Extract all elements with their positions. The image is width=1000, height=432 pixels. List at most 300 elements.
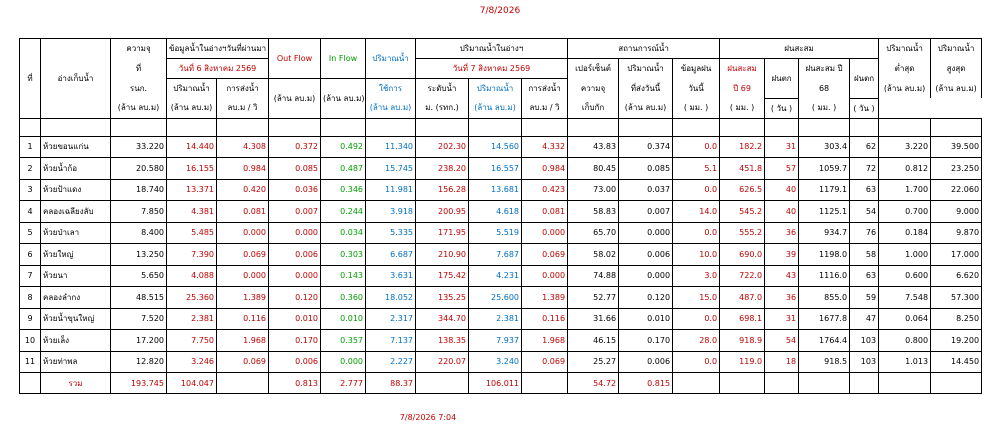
row-cur-rel: 0.423 [522,179,568,201]
row-rain: 14.0 [673,201,720,223]
row-prev-rel: 0.984 [217,158,269,180]
row-usable: 11.340 [366,136,416,158]
row-name: ห้วยน้ำก้อ [41,158,111,180]
row-rain: 10.0 [673,244,720,266]
header-days69: ฝนตก [765,59,799,99]
row-max: 39.500 [931,136,982,158]
row-inflow: 0.034 [321,222,366,244]
row-days68: 72 [850,158,879,180]
header-rain-2: วันนี้ [673,79,720,99]
table-row [20,351,982,373]
row-level: 200.95 [416,201,469,223]
header-pct-3: เก็บกัก [568,98,619,118]
row-days69: 57 [765,158,799,180]
row-prev-vol: 4.088 [167,265,217,287]
row-days69: 39 [765,244,799,266]
row-days68: 76 [850,222,879,244]
header-pct: เปอร์เซ็นต์ [568,59,619,79]
row-cur-vol: 25.600 [469,287,522,309]
row-prev-rel: 1.968 [217,330,269,352]
row-acc68: 1179.1 [799,179,850,201]
row-pct: 52.77 [568,287,619,309]
row-max: 9.000 [931,201,982,223]
row-acc69: 698.1 [720,308,765,330]
header-cur-vol-2: (ล้าน ลบ.ม) [469,98,522,118]
row-prev-vol: 7.750 [167,330,217,352]
row-level: 138.35 [416,330,469,352]
row-min: 7.548 [879,287,931,309]
row-sent: 0.170 [619,330,673,352]
row-name: ห้วยขอนแก่น [41,136,111,158]
row-name: ห้วยน้ำขุนใหญ่ [41,308,111,330]
row-usable: 18.052 [366,287,416,309]
row-inflow: 0.492 [321,136,366,158]
row-outflow: 0.120 [269,287,321,309]
row-min: 0.700 [879,201,931,223]
row-sent: 0.000 [619,222,673,244]
row-rain: 0.0 [673,351,720,373]
header-min-2: ต่ำสุด [879,59,931,79]
row-rain: 0.0 [673,179,720,201]
row-days68: 63 [850,265,879,287]
row-level: 202.30 [416,136,469,158]
header-usable-3: (ล้าน ลบ.ม) [366,98,416,118]
row-usable: 7.137 [366,330,416,352]
row-cur-rel: 0.984 [522,158,568,180]
table-body [20,136,982,373]
row-level: 135.25 [416,287,469,309]
row-no: 8 [20,287,41,309]
row-max: 19.200 [931,330,982,352]
row-prev-vol: 3.246 [167,351,217,373]
row-outflow: 0.010 [269,308,321,330]
row-name: ห้วยนา [41,265,111,287]
row-outflow: 0.000 [269,265,321,287]
row-days68: 58 [850,244,879,266]
row-cur-rel: 0.081 [522,201,568,223]
row-outflow: 0.085 [269,158,321,180]
row-inflow: 0.143 [321,265,366,287]
row-no: 1 [20,136,41,158]
row-sent: 0.010 [619,308,673,330]
row-acc69: 487.0 [720,287,765,309]
row-inflow: 0.303 [321,244,366,266]
row-usable: 6.687 [366,244,416,266]
header-cur-level: ระดับน้ำ [416,79,469,99]
header-acc68-2: 68 [799,79,850,99]
row-no: 4 [20,201,41,223]
row-no: 10 [20,330,41,352]
row-rain: 3.0 [673,265,720,287]
row-sent: 0.006 [619,351,673,373]
row-cur-vol: 4.618 [469,201,522,223]
header-usable-2: ใช้การ [366,79,416,99]
row-cur-rel: 4.332 [522,136,568,158]
header-cur-vol: ปริมาณน้ำ [469,79,522,99]
header-min-3: (ล้าน ลบ.ม) [879,79,931,99]
header-prev-vol-2: (ล้าน ลบ.ม) [167,98,217,118]
header-cur-rel-2: ลบ.ม / วิ [522,98,568,118]
row-sent: 0.120 [619,287,673,309]
row-inflow: 0.244 [321,201,366,223]
header-prev-date: วันที่ 6 สิงหาคม 2569 [167,59,269,79]
row-rain: 0.0 [673,222,720,244]
row-usable: 15.745 [366,158,416,180]
row-days68: 62 [850,136,879,158]
row-outflow: 0.170 [269,330,321,352]
header-max-2: สูงสุด [931,59,982,79]
row-outflow: 0.000 [269,222,321,244]
row-sent: 0.000 [619,265,673,287]
row-acc68: 918.5 [799,351,850,373]
row-pct: 58.02 [568,244,619,266]
report-date: 7/8/2026 [479,6,521,16]
row-prev-rel: 0.081 [217,201,269,223]
row-acc68: 1198.0 [799,244,850,266]
row-prev-rel: 4.308 [217,136,269,158]
row-capacity: 48.515 [111,287,167,309]
row-max: 6.620 [931,265,982,287]
row-min: 1.013 [879,351,931,373]
header-capacity-4: (ล้าน ลบ.ม) [111,98,167,118]
row-cur-vol: 2.381 [469,308,522,330]
header-acc69-2: ปี 69 [720,79,765,99]
row-days69: 40 [765,179,799,201]
row-min: 0.800 [879,330,931,352]
row-acc69: 545.2 [720,201,765,223]
header-acc-title: ฝนสะสม [720,39,879,59]
row-capacity: 18.740 [111,179,167,201]
row-name: ห้วยป่าเลา [41,222,111,244]
row-min: 0.064 [879,308,931,330]
row-acc68: 303.4 [799,136,850,158]
row-no: 3 [20,179,41,201]
row-min: 1.000 [879,244,931,266]
row-cur-vol: 13.681 [469,179,522,201]
row-min: 1.700 [879,179,931,201]
row-no: 9 [20,308,41,330]
table-row [20,201,982,223]
row-rain: 0.0 [673,136,720,158]
row-acc69: 182.2 [720,136,765,158]
row-cur-vol: 14.560 [469,136,522,158]
row-name: ห้วยเล็ง [41,330,111,352]
header-cur-level-2: ม. (รทก.) [416,98,469,118]
row-capacity: 7.850 [111,201,167,223]
row-cur-vol: 3.240 [469,351,522,373]
header-inflow-unit: (ล้าน ลบ.ม) [321,79,366,119]
row-inflow: 0.000 [321,351,366,373]
row-max: 14.450 [931,351,982,373]
row-prev-rel: 1.389 [217,287,269,309]
row-rain: 0.0 [673,308,720,330]
row-pct: 46.15 [568,330,619,352]
row-days69: 36 [765,287,799,309]
table-row [20,244,982,266]
header-acc68: ฝนสะสม ปี [799,59,850,79]
header-pct-2: ความจุ [568,79,619,99]
row-level: 238.20 [416,158,469,180]
row-pct: 65.70 [568,222,619,244]
row-acc69: 722.0 [720,265,765,287]
header-inflow: In Flow [321,39,366,79]
row-acc68: 855.0 [799,287,850,309]
row-sent: 0.085 [619,158,673,180]
row-no: 11 [20,351,41,373]
row-inflow: 0.357 [321,330,366,352]
header-acc69-3: ( มม. ) [720,98,765,118]
row-acc68: 1764.4 [799,330,850,352]
row-rain: 15.0 [673,287,720,309]
row-pct: 73.00 [568,179,619,201]
row-max: 57.300 [931,287,982,309]
row-days69: 31 [765,308,799,330]
row-capacity: 12.820 [111,351,167,373]
table-row [20,308,982,330]
total-sent: 0.815 [619,373,673,394]
row-cur-vol: 7.937 [469,330,522,352]
row-cur-rel: 0.116 [522,308,568,330]
row-level: 156.28 [416,179,469,201]
row-name: ห้วยป้าแดง [41,179,111,201]
row-pct: 43.83 [568,136,619,158]
row-cur-vol: 5.519 [469,222,522,244]
table-row [20,287,982,309]
row-acc69: 451.8 [720,158,765,180]
row-days69: 18 [765,351,799,373]
total-row [20,373,982,394]
row-outflow: 0.007 [269,201,321,223]
row-days68: 63 [850,179,879,201]
header-capacity: ความจุ [111,39,167,59]
row-prev-vol: 14.440 [167,136,217,158]
row-cur-rel: 0.000 [522,222,568,244]
row-prev-vol: 4.381 [167,201,217,223]
table-row [20,222,982,244]
row-level: 220.07 [416,351,469,373]
row-usable: 3.918 [366,201,416,223]
row-cur-rel: 1.389 [522,287,568,309]
row-acc68: 1059.7 [799,158,850,180]
row-prev-vol: 2.381 [167,308,217,330]
header-days69-2: ( วัน ) [765,98,799,118]
header-current-title: ปริมาณน้ำในอ่างฯ [416,39,568,59]
row-outflow: 0.372 [269,136,321,158]
row-max: 9.870 [931,222,982,244]
header-min: ปริมาณน้ำ [879,39,931,59]
row-acc69: 626.5 [720,179,765,201]
row-no: 2 [20,158,41,180]
row-prev-vol: 25.360 [167,287,217,309]
row-acc69: 119.0 [720,351,765,373]
header-prev-title: ข้อมูลน้ำในอ่างฯวันที่ผ่านมา [167,39,269,59]
total-inflow: 2.777 [321,373,366,394]
row-no: 7 [20,265,41,287]
row-prev-vol: 5.485 [167,222,217,244]
row-acc68: 1125.1 [799,201,850,223]
header-no: ที่ [20,39,41,119]
row-rain: 28.0 [673,330,720,352]
row-max: 17.000 [931,244,982,266]
row-inflow: 0.346 [321,179,366,201]
row-acc69: 918.9 [720,330,765,352]
row-acc68: 1116.0 [799,265,850,287]
table-row [20,330,982,352]
header-rain-3: ( มม. ) [673,98,720,118]
row-days69: 54 [765,330,799,352]
header-acc68-3: ( มม. ) [799,98,850,118]
row-prev-rel: 0.069 [217,351,269,373]
header-sent-2: ที่ส่งวันนี้ [619,79,673,99]
row-sent: 0.374 [619,136,673,158]
row-capacity: 7.520 [111,308,167,330]
row-min: 0.600 [879,265,931,287]
row-capacity: 5.650 [111,265,167,287]
spacer-row [20,118,982,136]
table-row [20,265,982,287]
row-days69: 36 [765,222,799,244]
header-reservoir: อ่างเก็บน้ำ [41,39,111,119]
row-level: 175.42 [416,265,469,287]
row-capacity: 8.400 [111,222,167,244]
row-usable: 2.317 [366,308,416,330]
row-cur-rel: 0.000 [522,265,568,287]
table-row [20,158,982,180]
row-level: 171.95 [416,222,469,244]
row-capacity: 20.580 [111,158,167,180]
row-days68: 103 [850,351,879,373]
header-current-date: วันที่ 7 สิงหาคม 2569 [416,59,568,79]
row-inflow: 0.360 [321,287,366,309]
header-sent: ปริมาณน้ำ [619,59,673,79]
row-level: 344.70 [416,308,469,330]
row-capacity: 13.250 [111,244,167,266]
row-prev-rel: 0.000 [217,222,269,244]
row-max: 23.250 [931,158,982,180]
row-max: 8.250 [931,308,982,330]
row-sent: 0.037 [619,179,673,201]
row-cur-vol: 4.231 [469,265,522,287]
header-max: ปริมาณน้ำ [931,39,982,59]
row-outflow: 0.006 [269,244,321,266]
row-name: คลองลำกง [41,287,111,309]
row-cur-rel: 0.069 [522,351,568,373]
header-days68: ฝนตก [850,59,879,99]
row-prev-vol: 13.371 [167,179,217,201]
total-capacity: 193.745 [111,373,167,394]
row-acc69: 555.2 [720,222,765,244]
row-min: 0.812 [879,158,931,180]
row-prev-rel: 0.000 [217,265,269,287]
header-prev-rel-2: ลบ.ม / วิ [217,98,269,118]
header-capacity-2: ที่ [111,59,167,79]
report-timestamp: 7/8/2026 7:04 [399,413,457,422]
row-name: ห้วยท่าพล [41,351,111,373]
row-capacity: 33.220 [111,136,167,158]
row-usable: 3.631 [366,265,416,287]
row-max: 22.060 [931,179,982,201]
total-usable: 88.37 [366,373,416,394]
header-cur-rel: การส่งน้ำ [522,79,568,99]
header-outflow-unit: (ล้าน ลบ.ม) [269,79,321,119]
row-days69: 31 [765,136,799,158]
table-row [20,136,982,158]
row-name: คลองเฉลียงลับ [41,201,111,223]
row-capacity: 17.200 [111,330,167,352]
row-usable: 2.227 [366,351,416,373]
row-inflow: 0.010 [321,308,366,330]
header-outflow: Out Flow [269,39,321,79]
row-pct: 31.66 [568,308,619,330]
row-sent: 0.006 [619,244,673,266]
row-days68: 47 [850,308,879,330]
header-usable: ปริมาณน้ำ [366,39,416,79]
total-outflow: 0.813 [269,373,321,394]
row-cur-vol: 7.687 [469,244,522,266]
row-pct: 80.45 [568,158,619,180]
row-cur-rel: 0.069 [522,244,568,266]
row-days68: 103 [850,330,879,352]
header-acc69: ฝนสะสม [720,59,765,79]
total-pct: 54.72 [568,373,619,394]
row-pct: 58.83 [568,201,619,223]
row-pct: 74.88 [568,265,619,287]
row-inflow: 0.487 [321,158,366,180]
reservoir-table [19,38,982,394]
row-usable: 11.981 [366,179,416,201]
row-outflow: 0.036 [269,179,321,201]
header-status-title: สถานการณ์น้ำ [568,39,720,59]
row-days69: 40 [765,201,799,223]
table-row [20,179,982,201]
header-days68-2: ( วัน ) [850,98,879,118]
total-prev-vol: 104.047 [167,373,217,394]
total-cur-vol: 106.011 [469,373,522,394]
row-no: 6 [20,244,41,266]
total-label: รวม [41,373,111,394]
row-pct: 25.27 [568,351,619,373]
row-prev-rel: 0.069 [217,244,269,266]
row-prev-vol: 7.390 [167,244,217,266]
header-capacity-3: รนก. [111,79,167,99]
header-prev-vol: ปริมาณน้ำ [167,79,217,99]
row-cur-rel: 1.968 [522,330,568,352]
row-prev-vol: 16.155 [167,158,217,180]
row-days69: 43 [765,265,799,287]
row-prev-rel: 0.420 [217,179,269,201]
row-level: 210.90 [416,244,469,266]
row-days68: 54 [850,201,879,223]
header-prev-rel: การส่งน้ำ [217,79,269,99]
header-rain: ข้อมูลฝน [673,59,720,79]
row-min: 0.184 [879,222,931,244]
row-cur-vol: 16.557 [469,158,522,180]
row-usable: 5.335 [366,222,416,244]
row-no: 5 [20,222,41,244]
row-prev-rel: 0.116 [217,308,269,330]
header-sent-3: (ล้าน ลบ.ม) [619,98,673,118]
row-sent: 0.007 [619,201,673,223]
header-max-3: (ล้าน ลบ.ม) [931,79,982,99]
row-acc68: 934.7 [799,222,850,244]
row-name: ห้วยใหญ่ [41,244,111,266]
row-min: 3.220 [879,136,931,158]
row-outflow: 0.006 [269,351,321,373]
row-days68: 59 [850,287,879,309]
row-acc69: 690.0 [720,244,765,266]
row-rain: 5.1 [673,158,720,180]
row-acc68: 1677.8 [799,308,850,330]
